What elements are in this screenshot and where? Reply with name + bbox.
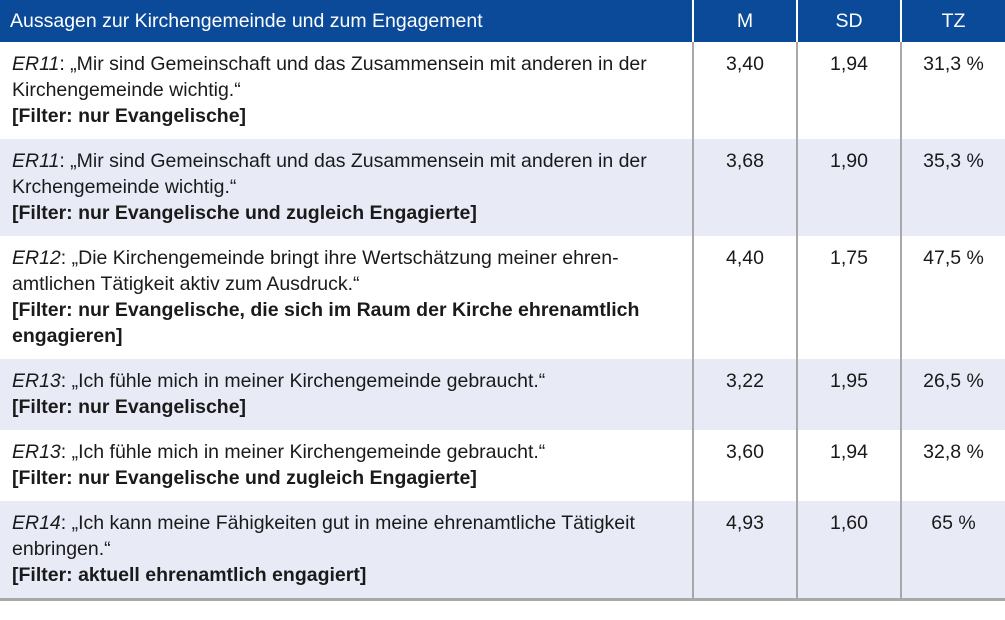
- sd-value: 1,94: [797, 42, 901, 139]
- table-row: [0, 430, 1005, 501]
- tz-value: 26,5 %: [901, 359, 1005, 430]
- tz-value: 32,8 %: [901, 430, 1005, 501]
- item-filter: [Filter: nur Evangelische]: [12, 105, 247, 127]
- sd-value: 1,94: [797, 430, 901, 501]
- item-filter: [Filter: nur Evangelische, die sich im Raum der Kirche ehrenamtlich engagieren]: [12, 299, 640, 347]
- item-code: ER11: [12, 150, 60, 172]
- header-statement: Aussagen zur Kirchengemeinde und zum Engagement: [0, 0, 693, 42]
- item-code: ER12: [12, 247, 61, 269]
- table-row: [0, 501, 1005, 600]
- mean-value: 4,93: [693, 501, 797, 600]
- item-text: : „Ich fühle mich in meiner Kirchengemeinde gebraucht.“: [60, 370, 546, 392]
- table-body: [0, 42, 1005, 600]
- statement-cell: [0, 139, 693, 236]
- mean-value: 3,60: [693, 430, 797, 501]
- sd-value: 1,95: [797, 359, 901, 430]
- mean-value: 3,68: [693, 139, 797, 236]
- sd-value: 1,90: [797, 139, 901, 236]
- table-header: [0, 0, 1005, 42]
- header-row: [0, 0, 1005, 42]
- item-text: : „Ich kann meine Fähigkeiten gut in meine ehrenamtliche Tätigkeit enbringen.“: [12, 512, 635, 560]
- item-code: ER13: [12, 441, 61, 463]
- statement-cell: [0, 42, 693, 139]
- item-text: : „Mir sind Gemeinschaft und das Zusammensein mit anderen in der Kirchengemeinde wichtig.“: [12, 53, 647, 101]
- sd-value: 1,60: [797, 501, 901, 600]
- statement-cell: [0, 359, 693, 430]
- item-filter: [Filter: nur Evangelische]: [12, 396, 247, 418]
- tz-value: 47,5 %: [901, 236, 1005, 359]
- item-filter: [Filter: nur Evangelische und zugleich Engagierte]: [12, 202, 477, 224]
- item-code: ER13: [12, 370, 61, 392]
- tz-value: 65 %: [901, 501, 1005, 600]
- item-filter: [Filter: aktuell ehrenamtlich engagiert]: [12, 564, 367, 586]
- item-text: : „Mir sind Gemeinschaft und das Zusammensein mit anderen in der Krchengemeinde wichtig.“: [12, 150, 647, 198]
- table-row: [0, 236, 1005, 359]
- tz-value: 35,3 %: [901, 139, 1005, 236]
- header-mean: M: [693, 0, 797, 42]
- item-code: ER11: [12, 53, 60, 75]
- header-sd: SD: [797, 0, 901, 42]
- item-text: : „Die Kirchengemeinde bringt ihre Wertschätzung meiner ehrenamtlichen Tätigkeit aktiv zum Ausdruck.“: [12, 247, 619, 295]
- statement-cell: [0, 236, 693, 359]
- item-code: ER14: [12, 512, 61, 534]
- mean-value: 4,40: [693, 236, 797, 359]
- statement-cell: [0, 501, 693, 600]
- table-row: [0, 42, 1005, 139]
- mean-value: 3,22: [693, 359, 797, 430]
- item-filter: [Filter: nur Evangelische und zugleich Engagierte]: [12, 467, 477, 489]
- mean-value: 3,40: [693, 42, 797, 139]
- tz-value: 31,3 %: [901, 42, 1005, 139]
- sd-value: 1,75: [797, 236, 901, 359]
- item-text: : „Ich fühle mich in meiner Kirchengemeinde gebraucht.“: [60, 441, 546, 463]
- table-row: [0, 139, 1005, 236]
- statement-cell: [0, 430, 693, 501]
- header-tz: TZ: [901, 0, 1005, 42]
- table-row: [0, 359, 1005, 430]
